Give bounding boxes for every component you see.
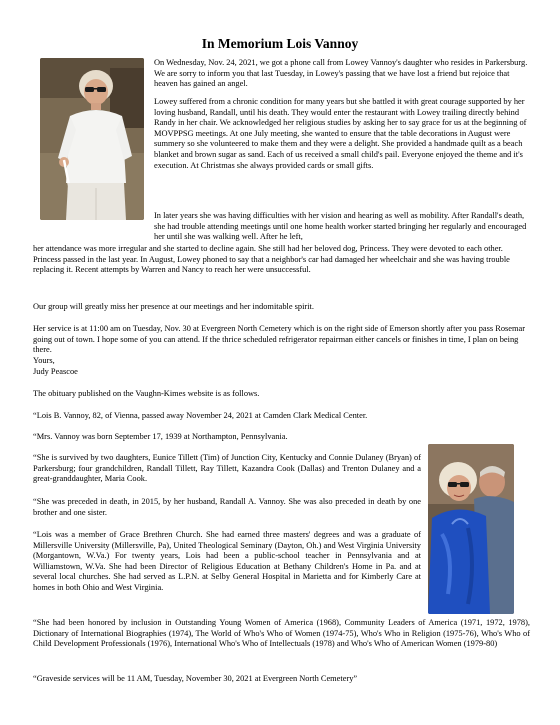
paragraph-service-info: Her service is at 11:00 am on Tuesday, Nov. 30 at Evergreen North Cemetery which is on the right side of Emerson shortly after you pass Rosemar going out of town. I hope some of you can attend. If the thrice scheduled refrigerator repairman either cancels or finishes in time, I plan on being there. [33,324,525,355]
page-title: In Memorium Lois Vannoy [201,36,359,51]
paragraph-later-years-start: In later years she was having difficulties with her vision and hearing as well as mobility. After Randall's death, she had trouble attending meetings until one home health worker started bringing her regularly and encouraged her until she was walking well. After he left, [154,211,527,242]
paragraph-phone-call: On Wednesday, Nov. 24, 2021, we got a phone call from Lowey Vannoy's daughter who resides in Parkersburg. We are sorry to inform you that last Tuesday, in Lowey's passing that we have lost a friend but rejoice that heaven has gained an angel. [154,58,528,89]
obituary-intro: The obituary published on the Vaughn-Kimes website is as follows. [33,389,260,398]
signature: Judy Peascoe [33,367,78,376]
paragraph-later-years-continued: her attendance was more irregular and she started to decline again. She still had her beloved dog, Princess. They were devoted to each other. Princess passed in the last year. In August, Lowey phoned to say that a neighbor's car had damaged her wheelchair and she was having trouble replacing it. Recent attempts by Warren and Nancy to reach her were unsuccessful. [33,244,510,275]
photo-lois-and-randall [428,444,514,614]
obituary-graveside-services: “Graveside services will be 11 AM, Tuesday, November 30, 2021 at Evergreen North Cemetery” [33,674,358,683]
paragraph-chronic-condition: Lowey suffered from a chronic condition for many years but she battled it with great courage supported by her loving husband, Randall, until his death. They would enter the restaurant with Lowey trailing directly behind Randy in her chair. We acknowledged her religious studies by asking her to say grace for us at the beginning of MOVPPSG meetings. At one July meeting, she wanted to ensure that the table decorations in August were summery so she volunteered to make them and they were a delight. She provided a handmade quilt as a beach blanket and brown sugar as sand. Each of us received a small child's pail. Everyone enjoyed the theme and it's execution. At Christmas she always provided cards or small gifts. [154,97,527,170]
obituary-passed-away: “Lois B. Vannoy, 82, of Vienna, passed away November 24, 2021 at Camden Clark Medical Center. [33,411,368,420]
photo-lois-and-randall-image [428,444,514,614]
paragraph-miss-her: Our group will greatly miss her presence at our meetings and her indomitable spirit. [33,302,314,311]
photo-lois-with-cane [40,58,144,220]
obituary-preceded-in-death: “She was preceded in death, in 2015, by her husband, Randall A. Vannoy. She was also preceded in death by one brother and one sister. [33,497,421,517]
obituary-survived-by: “She is survived by two daughters, Eunice Tillett (Tim) of Junction City, Kentucky and Connie Dulaney (Bryan) of Parkersburg; four grandchildren, Randall Tillett, Ray Tillett, Kazandra Cook (Dallas) and Trenton Dulaney and a great-granddaughter, Maria Cook. [33,453,421,484]
photo-lois-with-cane-image [40,58,144,220]
obituary-born: “Mrs. Vannoy was born September 17, 1939 at Northampton, Pennsylvania. [33,432,288,441]
obituary-education-career: “Lois was a member of Grace Brethren Church. She had earned three masters' degrees and was a graduate of Millersville University (Millersville, Pa), United Theological Seminary (Dayton, Oh.) and West Virginia University (Morgantown, W.Va.) For twenty years, Lois had been a public-school teacher in Pennsylvania and at Williamstown, W.Va. She had been Director of Religious Education at Bethany Children's Home in Pa. and at several local churches. She had served as L.P.N. at Selby General Hospital in Marietta and for Kimberly Care at homes in both Ohio and West Virginia. [33,530,421,592]
closing: Yours, [33,356,55,365]
obituary-honors: “She had been honored by inclusion in Outstanding Young Women of America (1968), Community Leaders of America (1971, 1972, 1978), Dictionary of International Biographies (1974), The World of Who's Who of Women (1974-75), Who's Who in Religion (1975-76), Who's Who of Child Development Professionals (1976), International Who's Who of Intellectuals (1978) and Who's Who of American Women (1979-80) [33,618,530,649]
